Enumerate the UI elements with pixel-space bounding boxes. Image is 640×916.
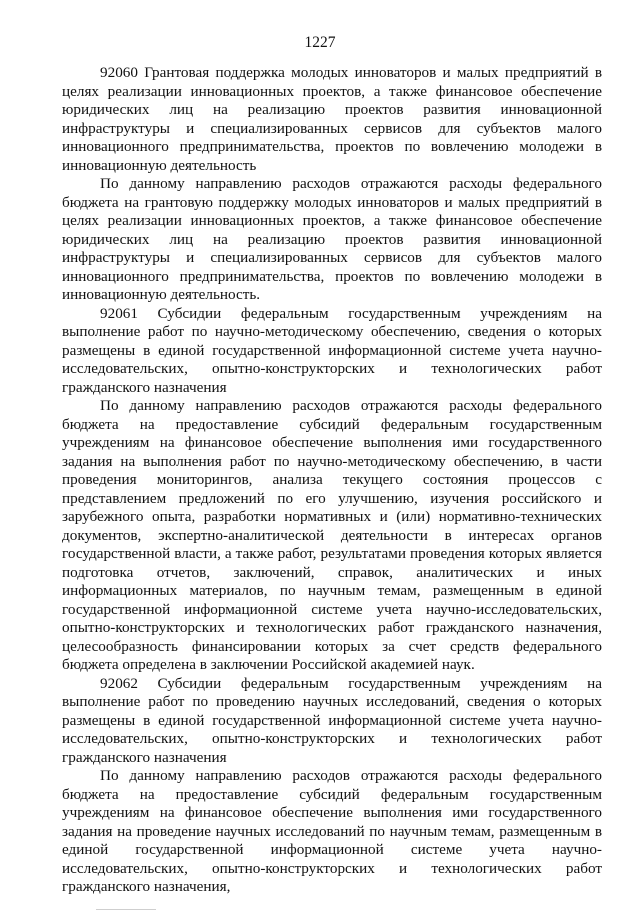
paragraph-92062-description: По данному направлению расходов отражаются расходы федерального бюджета на предоставление субсидий федеральным государственным учреждениям на финансовое обеспечение выполнения ими государственного задания на проведение научных исследований по научным темам, размещенным в единой государственной информационной системе учета научно-исследовательских, опытно-конструкторских и технологических работ гражданского назначения, [62, 767, 602, 895]
page-number: 1227 [304, 34, 336, 51]
paragraph-92061-description: По данному направлению расходов отражаются расходы федерального бюджета на предоставление субсидий федеральным государственным учреждениям на финансовое обеспечение выполнения ими государственного задания на выполнения работ по научно-методическому обеспечению, в части проведения мониторингов, анализа текущего состояния процессов с представлением предложений по его улучшению, изучения российского и зарубежного опыта, разработки нормативных и (или) нормативно-технических документов, экспертно-аналитической деятельности в интересах органов государственной власти, а также работ, результатами проведения которых является подготовка отчетов, заключений, справок, аналитических и иных информационных материалов, по научным темам, размещенным в единой государственной информационной системе учета научно-исследовательских, опытно-конструкторских и технологических работ гражданского назначения, целесообразность финансировании которых за счет средств федерального бюджета определена в заключении Российской академией наук. [62, 397, 602, 673]
paragraph-92062-title: 92062 Субсидии федеральным государственным учреждениям на выполнение работ по проведению научных исследований, сведения о которых размещены в единой государственной информационной системе учета научно-исследовательских, опытно-конструкторских и технологических работ гражданского назначения [62, 674, 602, 766]
document-body [62, 64, 602, 897]
scan-edge-mark [96, 909, 156, 910]
paragraph-92060-description: По данному направлению расходов отражаются расходы федерального бюджета на грантовую поддержку молодых инноваторов и малых предприятий в целях реализации инновационных проектов, а также финансовое обеспечение юридических лиц на реализацию проектов развития инновационной инфраструктуры и специализированных сервисов для субъектов малого инновационного предпринимательства, проектов по вовлечению молодежи в инновационную деятельность. [62, 175, 602, 303]
paragraph-92061-title: 92061 Субсидии федеральным государственным учреждениям на выполнение работ по научно-методическому обеспечению, сведения о которых размещены в единой государственной информационной системе учета научно-исследовательских, опытно-конструкторских и технологических работ гражданского назначения [62, 304, 602, 396]
paragraph-92060-title: 92060 Грантовая поддержка молодых инноваторов и малых предприятий в целях реализации инновационных проектов, а также финансовое обеспечение юридических лиц на реализацию проектов развития инновационной инфраструктуры и специализированных сервисов для субъектов малого инновационного предпринимательства, проектов по вовлечению молодежи в инновационную деятельность [62, 64, 602, 174]
